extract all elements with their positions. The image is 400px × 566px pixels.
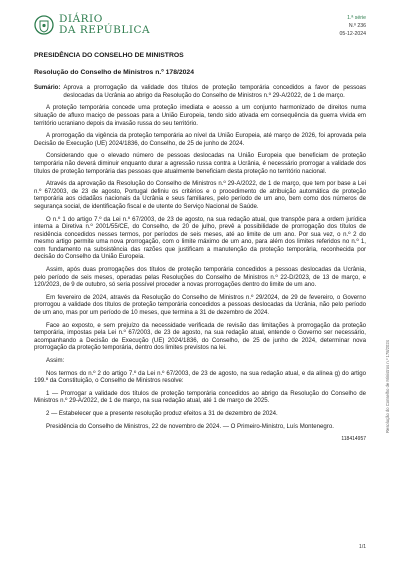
masthead xyxy=(34,14,366,46)
document-title: Resolução do Conselho de Ministros n.º 178/2024 xyxy=(34,68,194,76)
series-label: 1.ª série xyxy=(347,15,366,21)
paragraph: Face ao exposto, e sem prejuízo da necessidade verificada de revisão das limitações à prorrogação da proteção temporária, impostas pela Lei n.º 67/2003, de 23 de agosto, na sua redação atual, entende o Governo ser necessário, acompanhando a Decisão de Execução (UE) 2024/1836, do Conselho, de 25 de junho de 2024, determinar nova prorrogação da proteção temporária, dentro dos limites previstos na lei. xyxy=(34,321,366,352)
brand-line2: DA REPÚBLICA xyxy=(59,24,151,36)
paragraph: A prorrogação da vigência da proteção temporária ao nível da União Europeia, até março de 2026, foi aprovada pela Decisão de Execução (UE) 2024/1836, do Conselho, de 25 de junho de 2024. xyxy=(34,132,366,147)
paragraph: O n.º 1 do artigo 7.º da Lei n.º 67/2003, de 23 de agosto, na sua redação atual, que transpôe para a ordem jurídica interna a Diretiva n.º 2001/55/CE, do Conselho, de 20 de julho, prevê a possibilidade de prorrogação dos títulos de residência concedidos nesses termos, por períodos de seis meses, até ao limite de um ano. Por sua vez, o n.º 2 do mesmo artigo permite uma nova prorrogação, com o limite máximo de um ano, para além dos limites referidos no n.º 1, com fundamento na subsistência das razões que justificam a manutenção da proteção temporária, reconhecida por decisão do Conselho da União Europeia. xyxy=(34,215,366,261)
summary-label: Sumário: xyxy=(34,84,61,92)
paragraph: Em fevereiro de 2024, através da Resolução do Conselho de Ministros n.º 29/2024, de 29 de fevereiro, o Governo prorrogou a validade dos títulos de proteção temporária concedidos a pessoas deslocadas da Ucrânia, não pelo período de um ano, mas por um período de 10 meses, que termina a 31 de dezembro de 2024. xyxy=(34,293,366,317)
paragraph: A proteção temporária concede uma proteção imediata e acesso a um conjunto harmonizado de direitos numa situação de afluxo maciço de pessoas para a União Europeia, tendo sido ativada em consequência da guerra vivida em território ucraniano depois da invasão russa do seu território. xyxy=(34,104,366,127)
side-note: Resolução do Conselho de Ministros n.º 178/2024 xyxy=(385,340,390,434)
brand-name xyxy=(59,14,150,36)
brand-line1: DIÁRIO xyxy=(59,13,103,25)
issue-meta xyxy=(339,14,366,38)
paragraph: 1 — Prorrogar a validade dos títulos de proteção temporária concedidos ao abrigo da Resolução do Conselho de Ministros n.º 29-A/2022, de 1 de março, na sua redação atual, até 1 de março de 2025. xyxy=(34,389,366,405)
paragraph: Assim, após duas prorrogações dos títulos de proteção temporária concedidos a pessoas deslocadas da Ucrânia, pelo período de seis meses, operadas pelas Resoluções do Conselho de Ministros n.º 22-D/2023, de 13 de março, e 120/2023, de 9 de outubro, só seria possível proceder a novas prorrogações dentro do limite de um ano. xyxy=(34,266,366,289)
issue-number: N.º 236 xyxy=(348,23,366,29)
signature-paragraph: Presidência do Conselho de Ministros, 22 de novembro de 2024. — O Primeiro-Ministro, Luís Montenegro. xyxy=(46,422,334,430)
paragraph: 2 — Estabelecer que a presente resolução produz efeitos a 31 de dezembro de 2024. xyxy=(46,409,278,417)
paragraph: Nos termos do n.º 2 do artigo 7.º da Lei n.º 67/2003, de 23 de agosto, na sua redação atual, e da alínea g) do artigo 199.º da Constituição, o Conselho de Ministros resolve: xyxy=(34,369,366,385)
issue-date: 05-12-2024 xyxy=(339,31,366,37)
logo xyxy=(34,14,150,36)
page-number: 1/1 xyxy=(359,544,366,550)
document-body xyxy=(34,52,366,444)
paragraph: Considerando que o elevado número de pessoas deslocadas na União Europeia que beneficiam de proteção temporária não deverá diminuir enquanto durar a agressão russa contra a Ucrânia, é necessário prorrogar a validade dos títulos de proteção temporária das pessoas que atualmente beneficiam desta proteção no território nacional. xyxy=(34,152,366,175)
document-code: 118414957 xyxy=(341,436,366,443)
summary-text: Aprova a prorrogação da validade dos títulos de proteção temporária concedidos a favor de pessoas deslocadas da Ucrânia ao abrigo da Resolução do Conselho de Ministros n.º 29-A/2022, de 1 de março. xyxy=(63,84,366,99)
paragraph: Através da aprovação da Resolução do Conselho de Ministros n.º 29-A/2022, de 1 de março, que tem por base a Lei n.º 67/2003, de 23 de agosto, Portugal definiu os critérios e o procedimento de atribuição automática de proteção temporária aos cidadãos nacionais da Ucrânia e seus familiares, pelo período de um ano, bem como dos números de segurança social, de identificação fiscal e de utente do Serviço Nacional de Saúde. xyxy=(34,180,366,210)
coat-of-arms-icon xyxy=(34,15,54,35)
paragraph: Assim: xyxy=(46,357,65,364)
summary xyxy=(34,84,366,99)
issuer-heading: PRESIDÊNCIA DO CONSELHO DE MINISTROS xyxy=(34,52,184,59)
